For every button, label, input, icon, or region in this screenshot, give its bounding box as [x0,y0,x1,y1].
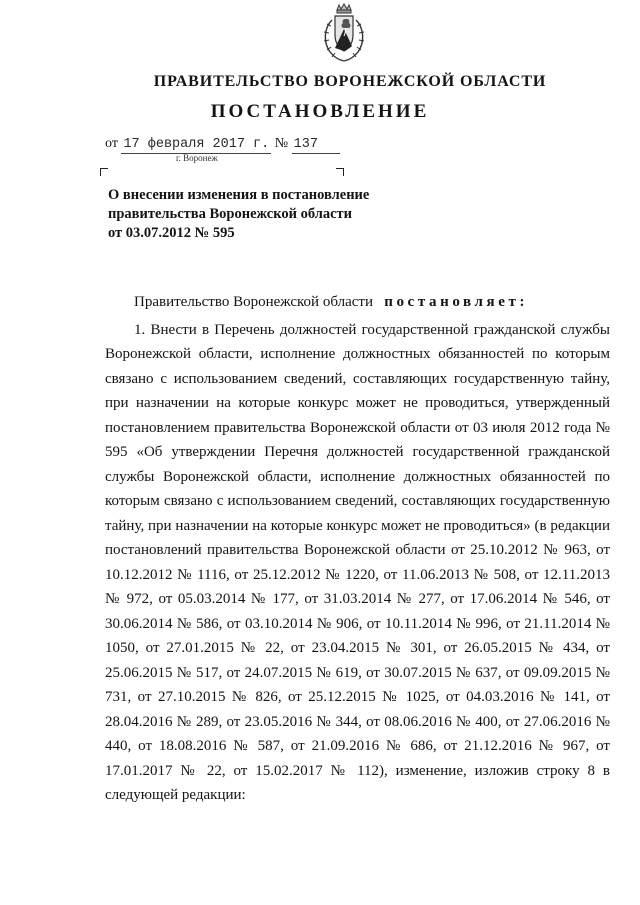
number-sign: № [274,136,289,151]
coat-of-arms-icon [318,2,370,64]
date-line [105,136,340,154]
subject-line-3: от 03.07.2012 № 595 [108,225,235,241]
document-date: 17 февраля 2017 г. [123,137,270,152]
right-corner-bracket [336,168,344,176]
government-title: ПРАВИТЕЛЬСТВО ВОРОНЕЖСКОЙ ОБЛАСТИ [153,73,547,90]
preamble-text: Правительство Воронежской области [134,294,373,310]
document-body [105,290,610,808]
document-subject [108,186,369,243]
date-prefix: от [105,136,118,151]
preamble [105,290,610,315]
preamble-verb: постановляет: [384,294,529,310]
subject-line-2: правительства Воронежской области [108,206,353,222]
document-number: 137 [292,137,340,154]
left-corner-bracket [100,168,108,176]
subject-line-1: О внесении изменения в постановление [108,187,370,203]
city-label: г. Воронеж [176,153,218,163]
item-1-paragraph: 1. Внести в Перечень должностей государственной гражданской службы Воронежской области, исполнение должностных обязанностей по которым связано с использованием сведений, составляющих государственную тайну, при назначении на которые конкурс может не проводиться, утвержденный постановлением правительства Воронежской области от 03 июля 2012 года № 595 «Об утверждении Перечня должностей государственной гражданской службы Воронежской области, исполнение должностных обязанностей по которым связано с использованием сведений, составляющих государственную тайну, при назначении на которые конкурс может не проводиться» (в редакции постановлений правительства Воронежской области от 25.10.2012 № 963, от 10.12.2012 № 1116, от 25.12.2012 № 1220, от 11.06.2013 № 508, от 12.11.2013 № 972, от 05.03.2014 № 177, от 31.03.2014 № 277, от 17.06.2014 № 546, от 30.06.2014 № 586, от 03.10.2014 № 906, от 10.11.2014 № 996, от 21.11.2014 № 1050, от 27.01.2015 № 22, от 23.04.2015 № 301, от 26.05.2015 № 434, от 25.06.2015 № 517, от 24.07.2015 № 619, от 30.07.2015 № 637, от 09.09.2015 № 731, от 27.10.2015 № 826, от 25.12.2015 № 1025, от 04.03.2016 № 141, от 28.04.2016 № 289, от 23.05.2016 № 344, от 08.06.2016 № 400, от 27.06.2016 № 440, от 18.08.2016 № 587, от 21.09.2016 № 686, от 21.12.2016 № 967, от 17.01.2017 № 22, от 15.02.2017 № 112), изменение, изложив строку 8 в следующей редакции: [105,321,610,803]
document-type: ПОСТАНОВЛЕНИЕ [210,101,430,122]
